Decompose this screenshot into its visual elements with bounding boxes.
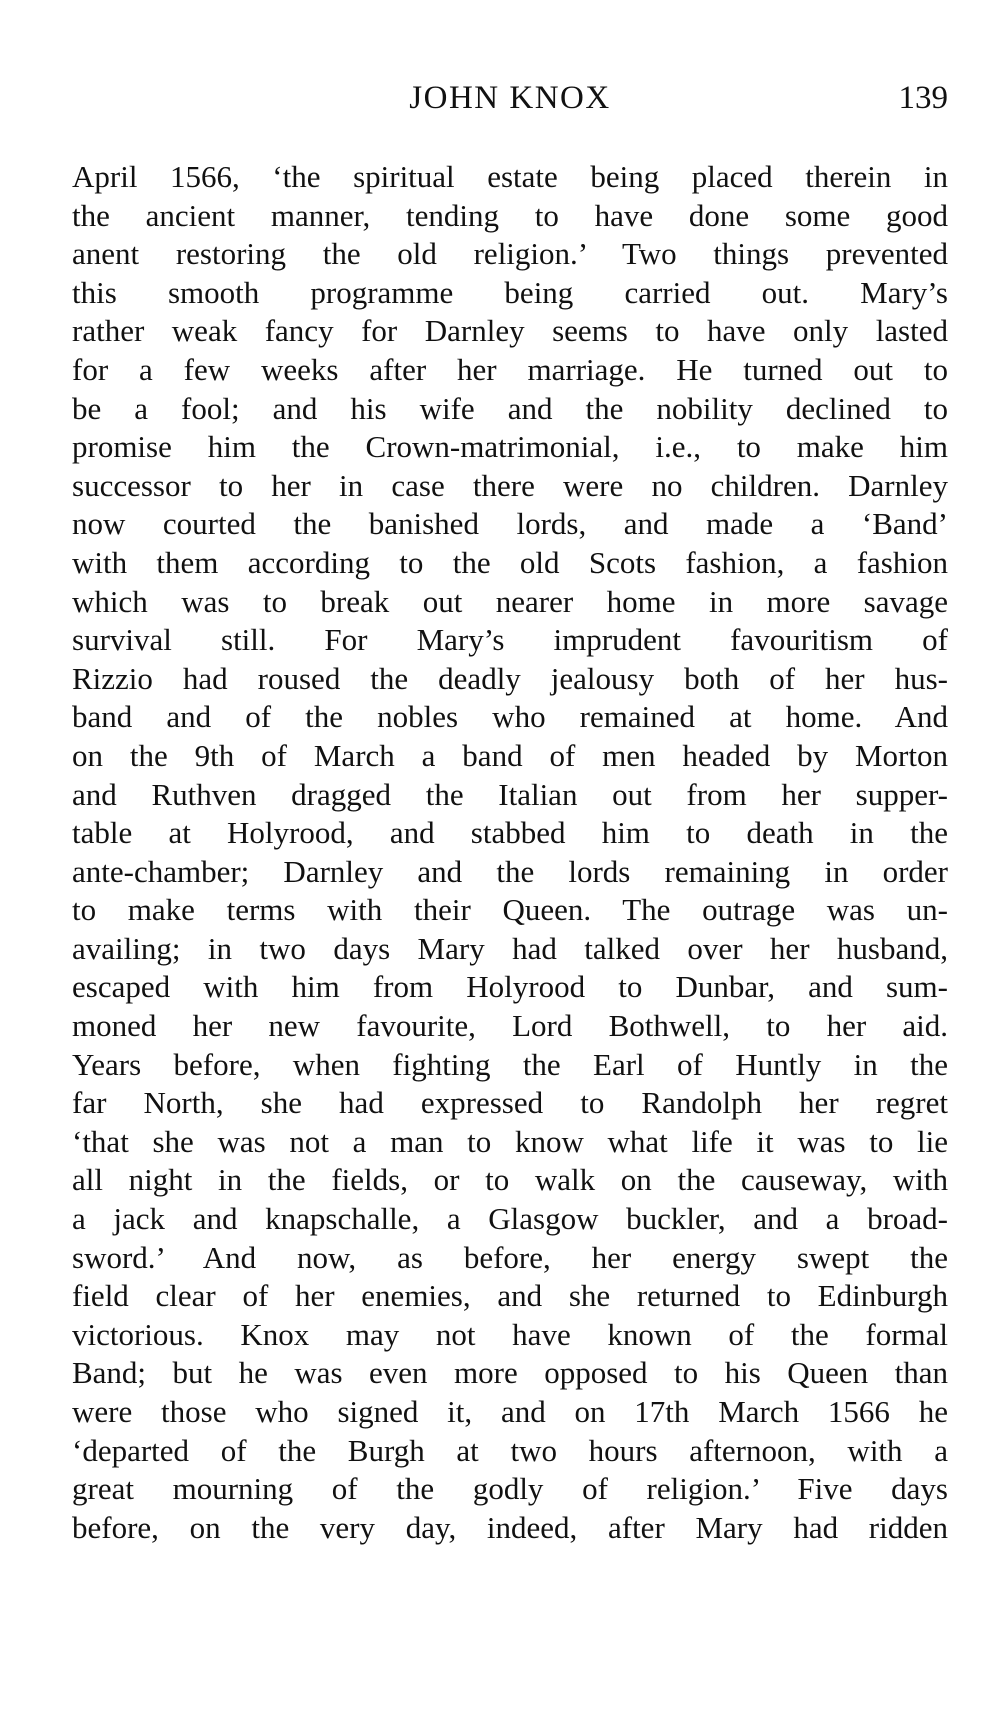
text-line: great mourning of the godly of religion.’ Five days xyxy=(72,1471,948,1507)
text-line: this smooth programme being carried out. Mary’s xyxy=(72,274,948,310)
text-line: victorious. Knox may not have known of the formal xyxy=(72,1316,948,1352)
text-line: before, on the very day, indeed, after Mary had ridden xyxy=(72,1509,948,1545)
text-line: Band; but he was even more opposed to his Queen than xyxy=(72,1355,948,1391)
text-line: survival still. For Mary’s imprudent favouritism of xyxy=(72,622,948,658)
page-number: 139 xyxy=(898,80,948,116)
text-line: were those who signed it, and on 17th March 1566 he xyxy=(72,1394,948,1429)
text-line: with them according to the old Scots fashion, a fashion xyxy=(72,544,948,580)
text-line: a jack and knapschalle, a Glasgow buckler, and a broad- xyxy=(72,1201,948,1237)
text-line: availing; in two days Mary had talked over her husband, xyxy=(72,930,948,966)
body-text xyxy=(72,158,948,1547)
text-line: table at Holyrood, and stabbed him to death in the xyxy=(72,815,948,851)
text-line: anent restoring the old religion.’ Two things prevented xyxy=(72,236,948,272)
text-line: now courted the banished lords, and made a ‘Band’ xyxy=(72,506,948,542)
text-line: which was to break out nearer home in more savage xyxy=(72,583,948,619)
text-line: band and of the nobles who remained at home. And xyxy=(72,699,948,735)
text-line: on the 9th of March a band of men headed by Morton xyxy=(72,737,948,773)
text-line: far North, she had expressed to Randolph her regret xyxy=(72,1085,948,1121)
text-line: moned her new favourite, Lord Bothwell, to her aid. xyxy=(72,1008,948,1044)
text-line: and Ruthven dragged the Italian out from her supper- xyxy=(72,776,948,812)
text-line: to make terms with their Queen. The outrage was un- xyxy=(72,892,948,928)
text-line: for a few weeks after her marriage. He turned out to xyxy=(72,351,948,387)
text-line: escaped with him from Holyrood to Dunbar, and sum- xyxy=(72,969,948,1005)
text-line: successor to her in case there were no children. Darnley xyxy=(72,467,948,503)
text-line: April 1566, ‘the spiritual estate being placed therein in xyxy=(72,159,948,194)
text-line: Years before, when fighting the Earl of Huntly in the xyxy=(72,1046,948,1082)
text-line: be a fool; and his wife and the nobility declined to xyxy=(72,390,948,426)
text-line: ‘that she was not a man to know what life it was to lie xyxy=(72,1123,948,1159)
text-line: all night in the fields, or to walk on the causeway, with xyxy=(72,1162,948,1198)
text-line: ‘departed of the Burgh at two hours afternoon, with a xyxy=(72,1432,948,1468)
text-line: the ancient manner, tending to have done some good xyxy=(72,197,948,233)
page-header xyxy=(72,80,948,130)
text-line: field clear of her enemies, and she returned to Edinburgh xyxy=(72,1278,948,1314)
text-line: sword.’ And now, as before, her energy swept the xyxy=(72,1239,948,1275)
text-line: promise him the Crown-matrimonial, i.e., to make him xyxy=(72,429,948,465)
text-line: ante-chamber; Darnley and the lords remaining in order xyxy=(72,853,948,889)
text-line: Rizzio had roused the deadly jealousy both of her hus- xyxy=(72,660,948,696)
running-head: JOHN KNOX xyxy=(409,80,611,116)
text-line: rather weak fancy for Darnley seems to have only lasted xyxy=(72,313,948,349)
